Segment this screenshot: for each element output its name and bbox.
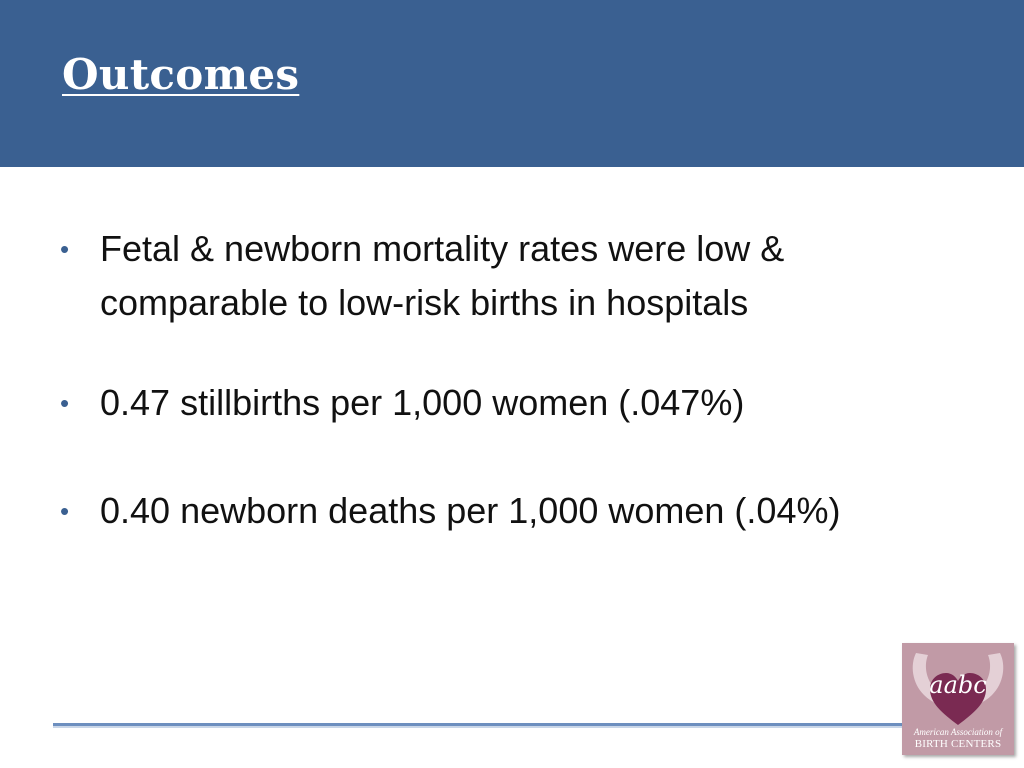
aabc-logo [902,643,1014,755]
footer-divider-shadow [53,726,903,728]
logo-org-name: BIRTH CENTERS [914,738,1002,750]
bullet-text: 0.47 stillbirths per 1,000 women (.047%) [100,382,745,423]
bullet-icon: • [60,496,70,526]
bullet-text: Fetal & newborn mortality rates were low & comparable to low-risk births in hospitals [100,228,785,323]
bullet-list [60,222,960,538]
logo-org-line: American Association of [913,727,1003,737]
bullet-text: 0.40 newborn deaths per 1,000 women (.04%) [100,490,841,531]
bullet-item [60,222,960,330]
bullet-item [60,376,960,430]
bullet-icon: • [60,234,70,264]
slide-title: Outcomes [62,50,300,99]
bullet-icon: • [60,388,70,418]
bullet-item [60,484,960,538]
logo-mark: aabc [929,671,987,699]
